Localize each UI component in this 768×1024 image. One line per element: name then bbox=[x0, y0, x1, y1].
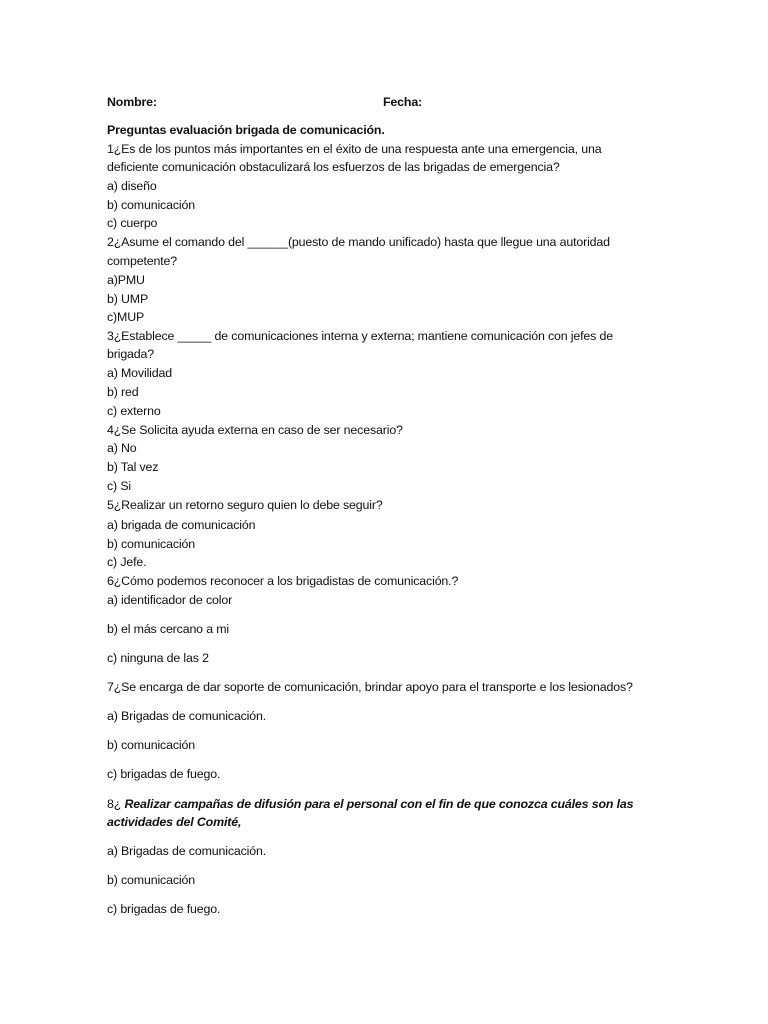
question-8-line-2: actividades del Comité, bbox=[107, 815, 242, 829]
question-1-option-b: b) comunicación bbox=[107, 198, 195, 212]
question-2-line-1: 2¿Asume el comando del ______(puesto de mando unificado) hasta que llegue una autoridad bbox=[107, 235, 610, 249]
question-5-line-1: 5¿Realizar un retorno seguro quien lo debe seguir? bbox=[107, 498, 383, 512]
question-8-line-1 bbox=[107, 795, 633, 814]
nombre-label: Nombre: bbox=[107, 95, 157, 109]
question-7-option-c: c) brigadas de fuego. bbox=[107, 767, 221, 781]
question-1-option-a: a) diseño bbox=[107, 179, 157, 193]
question-8-option-c: c) brigadas de fuego. bbox=[107, 902, 221, 916]
question-5-option-c: c) Jefe. bbox=[107, 555, 147, 569]
question-6-option-a: a) identificador de color bbox=[107, 593, 233, 607]
question-2-option-a: a)PMU bbox=[107, 273, 145, 287]
question-4-option-c: c) Si bbox=[107, 479, 132, 493]
question-3-line-2: brigada? bbox=[107, 347, 155, 361]
question-7-option-b: b) comunicación bbox=[107, 738, 195, 752]
question-4-option-b: b) Tal vez bbox=[107, 460, 159, 474]
question-6-line-1: 6¿Cómo podemos reconocer a los brigadistas de comunicación.? bbox=[107, 574, 459, 588]
question-2-option-b: b) UMP bbox=[107, 292, 149, 306]
question-8-text-1: Realizar campañas de difusión para el personal con el fin de que conozca cuáles son las bbox=[124, 797, 634, 811]
question-3-option-b: b) red bbox=[107, 385, 139, 399]
question-8-prefix: 8¿ bbox=[107, 797, 125, 811]
question-4-option-a: a) No bbox=[107, 441, 137, 455]
question-4-line-1: 4¿Se Solicita ayuda externa en caso de ser necesario? bbox=[107, 423, 403, 437]
question-8-option-a: a) Brigadas de comunicación. bbox=[107, 844, 267, 858]
question-7-option-a: a) Brigadas de comunicación. bbox=[107, 709, 267, 723]
question-8-option-b: b) comunicación bbox=[107, 873, 195, 887]
question-6-option-b: b) el más cercano a mi bbox=[107, 622, 230, 636]
question-5-option-b: b) comunicación bbox=[107, 537, 195, 551]
question-3-option-c: c) externo bbox=[107, 404, 161, 418]
fecha-label: Fecha: bbox=[383, 95, 423, 109]
question-3-option-a: a) Movilidad bbox=[107, 366, 172, 380]
question-1-option-c: c) cuerpo bbox=[107, 216, 158, 230]
document-title: Preguntas evaluación brigada de comunicación. bbox=[107, 123, 385, 137]
question-6-option-c: c) ninguna de las 2 bbox=[107, 651, 209, 665]
question-7-line-1: 7¿Se encarga de dar soporte de comunicación, brindar apoyo para el transporte e los lesionados? bbox=[107, 680, 633, 694]
header-row bbox=[107, 93, 707, 112]
question-2-option-c: c)MUP bbox=[107, 310, 145, 324]
question-2-line-2: competente? bbox=[107, 254, 177, 268]
question-1-line-1: 1¿Es de los puntos más importantes en el éxito de una respuesta ante una emergencia, una bbox=[107, 142, 602, 156]
question-1-line-2: deficiente comunicación obstaculizará los esfuerzos de las brigadas de emergencia? bbox=[107, 160, 560, 174]
question-5-option-a: a) brigada de comunicación bbox=[107, 518, 256, 532]
question-3-line-1: 3¿Establece _____ de comunicaciones interna y externa; mantiene comunicación con jefes de bbox=[107, 329, 613, 343]
